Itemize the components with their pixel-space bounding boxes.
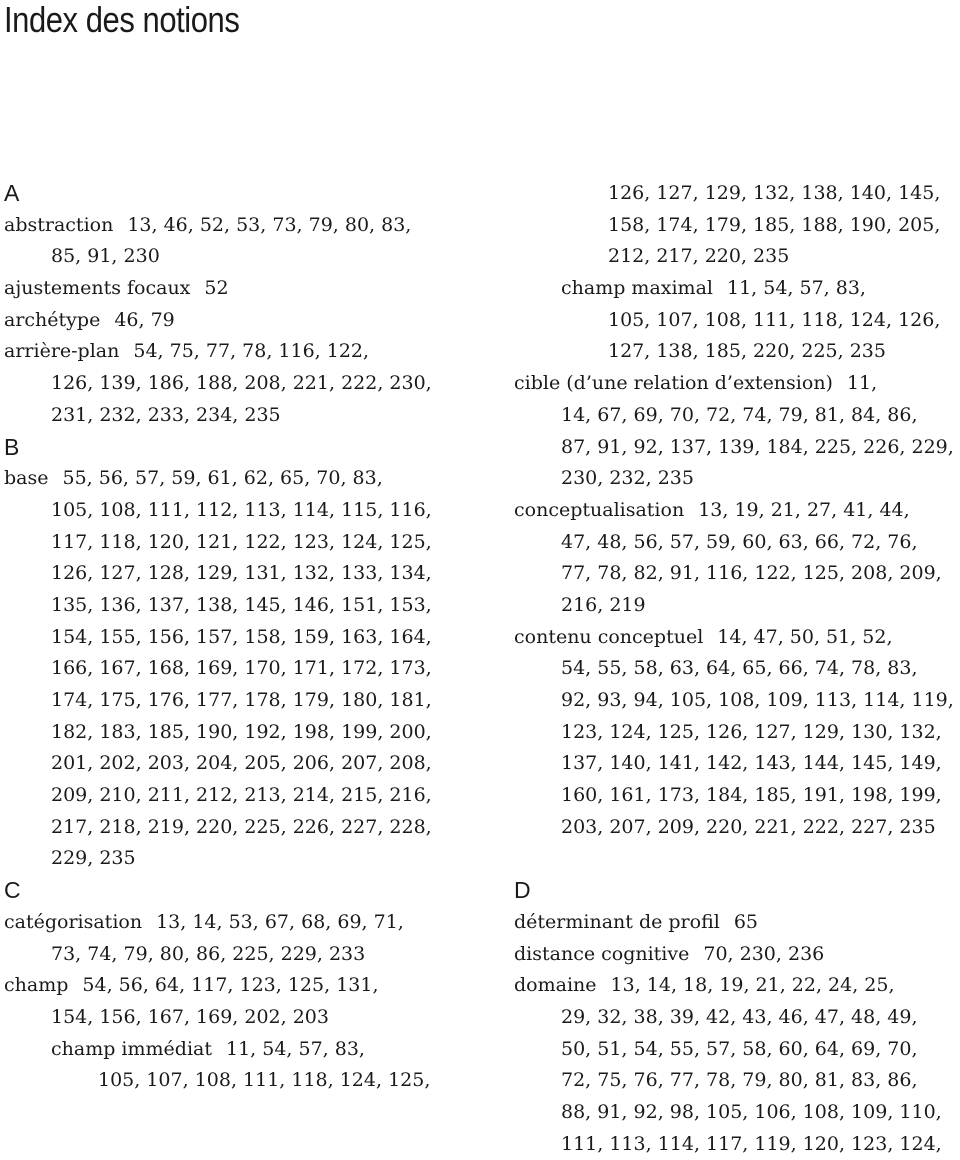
entry-pages: 117, 118, 120, 121, 122, 123, 124, 125, [51, 530, 432, 553]
entry-term: champ immédiat [51, 1037, 212, 1060]
entry-term: arrière-plan [4, 340, 120, 363]
entry-pages: 13, 19, 21, 27, 41, 44, [698, 498, 910, 521]
entry-pages: 154, 155, 156, 157, 158, 159, 163, 164, [51, 625, 432, 648]
entry-pages: 105, 107, 108, 111, 118, 124, 125, [98, 1069, 431, 1092]
entry-pages: 158, 174, 179, 185, 188, 190, 205, [608, 213, 941, 236]
entry-pages: 105, 107, 108, 111, 118, 124, 126, [608, 308, 941, 331]
entry-pages: 127, 138, 185, 220, 225, 235 [608, 340, 886, 363]
entry-pages: 65 [733, 910, 759, 933]
entry-pages: 11, [846, 372, 878, 395]
index-column-left [4, 178, 450, 1097]
index-entry-cible [514, 368, 960, 495]
index-entry-determinant-de-profil [514, 907, 960, 939]
entry-pages: 13, 14, 18, 19, 21, 22, 24, 25, [610, 974, 895, 997]
section-letter-d: D [514, 877, 531, 904]
entry-term: catégorisation [4, 910, 143, 933]
entry-pages: 13, 14, 53, 67, 68, 69, 71, [156, 910, 404, 933]
entry-pages: 73, 74, 79, 80, 86, 225, 229, 233 [51, 942, 366, 965]
entry-term: distance cognitive [514, 942, 690, 965]
section-letter-c: C [4, 877, 21, 904]
entry-pages: 154, 156, 167, 169, 202, 203 [51, 1005, 329, 1028]
entry-term: base [4, 467, 49, 490]
entry-pages: 105, 108, 111, 112, 113, 114, 115, 116, [51, 498, 432, 521]
entry-pages: 11, 54, 57, 83, [726, 277, 866, 300]
entry-term: domaine [514, 974, 597, 997]
entry-pages: 92, 93, 94, 105, 108, 109, 113, 114, 119, [561, 689, 954, 711]
entry-pages: 50, 51, 54, 55, 57, 58, 60, 64, 69, 70, [561, 1037, 918, 1060]
entry-pages: 88, 91, 92, 98, 105, 106, 108, 109, 110, [561, 1100, 942, 1123]
index-entry-domaine [514, 970, 960, 1160]
entry-pages: 212, 217, 220, 235 [608, 245, 790, 268]
entry-pages: 77, 78, 82, 91, 116, 122, 125, 208, 209, [561, 562, 942, 585]
entry-pages: 52 [204, 277, 229, 300]
index-entry-categorisation [4, 907, 450, 970]
entry-pages: 70, 230, 236 [703, 942, 825, 965]
entry-pages: 209, 210, 211, 212, 213, 214, 215, 216, [51, 784, 432, 807]
entry-pages: 85, 91, 230 [51, 245, 160, 268]
entry-term: cible (d’une relation d’extension) [514, 372, 833, 395]
entry-term: archétype [4, 308, 101, 331]
section-letter-a: A [4, 180, 20, 206]
index-entry-arriere-plan [4, 336, 450, 431]
entry-term: champ [4, 974, 69, 997]
entry-term: abstraction [4, 213, 114, 236]
index-column-right [514, 178, 960, 1160]
entry-pages: 87, 91, 92, 137, 139, 184, 225, 226, 229, [561, 435, 954, 458]
index-entry-conceptualisation [514, 495, 960, 622]
entry-pages: 182, 183, 185, 190, 192, 198, 199, 200, [51, 720, 432, 743]
entry-pages: 14, 67, 69, 70, 72, 74, 79, 81, 84, 86, [561, 403, 918, 426]
index-entry-champ [4, 970, 450, 1033]
entry-term: champ maximal [561, 277, 713, 300]
entry-pages: 55, 56, 57, 59, 61, 62, 65, 70, 83, [62, 467, 383, 490]
entry-pages: 166, 167, 168, 169, 170, 171, 172, 173, [51, 657, 432, 680]
entry-pages: 14, 47, 50, 51, 52, [717, 625, 893, 648]
entry-pages: 174, 175, 176, 177, 178, 179, 180, 181, [51, 689, 432, 711]
entry-term: conceptualisation [514, 498, 685, 521]
entry-term: déterminant de profil [514, 910, 720, 933]
index-entry-base [4, 463, 450, 875]
index-entry-distance-cognitive [514, 939, 960, 971]
index-entry-abstraction [4, 210, 450, 273]
entry-pages: 11, 54, 57, 83, [225, 1037, 365, 1060]
index-entry-archetype [4, 305, 450, 337]
entry-pages: 229, 235 [51, 847, 136, 870]
entry-pages: 231, 232, 233, 234, 235 [51, 403, 281, 426]
entry-pages: 160, 161, 173, 184, 185, 191, 198, 199, [561, 784, 942, 807]
entry-pages: 54, 56, 64, 117, 123, 125, 131, [82, 974, 379, 997]
entry-pages: 47, 48, 56, 57, 59, 60, 63, 66, 72, 76, [561, 530, 918, 553]
section-letter-b: B [4, 433, 20, 460]
entry-pages: 54, 75, 77, 78, 116, 122, [133, 340, 370, 363]
index-entry-champ-immediat [4, 1034, 450, 1097]
entry-pages: 135, 136, 137, 138, 145, 146, 151, 153, [51, 593, 432, 616]
entry-pages: 137, 140, 141, 142, 143, 144, 145, 149, [561, 752, 942, 775]
entry-pages: 54, 55, 58, 63, 64, 65, 66, 74, 78, 83, [561, 657, 918, 680]
index-entry-ajustements-focaux [4, 273, 450, 305]
entry-pages: 126, 139, 186, 188, 208, 221, 222, 230, [51, 372, 432, 395]
entry-pages: 13, 46, 52, 53, 73, 79, 80, 83, [127, 213, 412, 236]
index-entry-contenu-conceptuel [514, 622, 960, 844]
index-entry-champ-immediat-continued [514, 178, 960, 273]
entry-pages: 126, 127, 129, 132, 138, 140, 145, [608, 182, 941, 204]
entry-pages: 72, 75, 76, 77, 78, 79, 80, 81, 83, 86, [561, 1069, 918, 1092]
entry-term: ajustements focaux [4, 277, 191, 300]
entry-pages: 201, 202, 203, 204, 205, 206, 207, 208, [51, 752, 432, 775]
entry-pages: 29, 32, 38, 39, 42, 43, 46, 47, 48, 49, [561, 1005, 918, 1028]
entry-pages: 46, 79 [114, 308, 175, 331]
entry-pages: 217, 218, 219, 220, 225, 226, 227, 228, [51, 815, 432, 838]
entry-pages: 203, 207, 209, 220, 221, 222, 227, 235 [561, 815, 936, 838]
entry-pages: 230, 232, 235 [561, 467, 694, 490]
page-title: Index des notions [4, 0, 240, 40]
entry-term: contenu conceptuel [514, 625, 704, 648]
entry-pages: 123, 124, 125, 126, 127, 129, 130, 132, [561, 720, 942, 743]
entry-pages: 216, 219 [561, 593, 646, 616]
index-entry-champ-maximal [514, 273, 960, 368]
entry-pages: 126, 127, 128, 129, 131, 132, 133, 134, [51, 562, 432, 585]
entry-pages: 111, 113, 114, 117, 119, 120, 123, 124, [561, 1132, 942, 1155]
